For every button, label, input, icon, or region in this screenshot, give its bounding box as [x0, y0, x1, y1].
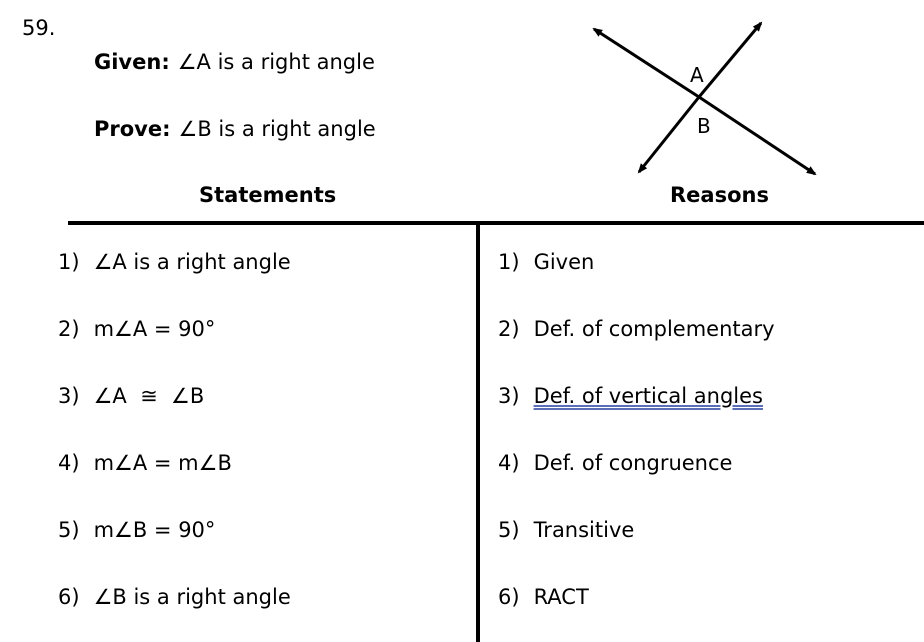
prove-statement: [94, 117, 376, 141]
step-number: 4): [498, 451, 520, 475]
step-number: 5): [58, 518, 80, 542]
step-number: 3): [58, 384, 80, 408]
prove-label: Prove:: [94, 117, 171, 141]
angle-b-label: B: [697, 114, 711, 138]
line-two-extension: [639, 97, 699, 172]
table-vertical-divider: [476, 223, 480, 642]
reason-row: [498, 451, 732, 475]
step-number: 4): [58, 451, 80, 475]
problem-number: 59.: [22, 16, 56, 40]
intersecting-lines-diagram: [580, 15, 830, 185]
step-number: 2): [58, 317, 80, 341]
reason-text: Given: [533, 250, 595, 274]
statement-row: [58, 451, 232, 475]
step-number: 1): [498, 250, 520, 274]
statement-row: [58, 384, 204, 408]
reason-row: [498, 250, 594, 274]
angle-a-label: A: [690, 63, 704, 87]
statement-row: [58, 518, 215, 542]
reason-row: [498, 585, 589, 609]
step-number: 2): [498, 317, 520, 341]
statement-row: [58, 585, 291, 609]
reason-row: [498, 384, 763, 408]
reason-text: Transitive: [533, 518, 635, 542]
reason-text: RACT: [533, 585, 589, 609]
statement-text: m∠A = m∠B: [93, 451, 232, 475]
statement-text: m∠A = 90°: [93, 317, 216, 341]
given-statement: [94, 50, 375, 74]
statement-text: ∠A is a right angle: [93, 250, 291, 274]
reason-text: Def. of congruence: [533, 451, 733, 475]
statement-row: [58, 250, 291, 274]
given-label: Given:: [94, 50, 170, 74]
prove-text: ∠B is a right angle: [178, 117, 376, 141]
reason-row: [498, 317, 775, 341]
statement-text: m∠B = 90°: [93, 518, 216, 542]
reason-text: Def. of vertical angles: [533, 384, 763, 408]
line-two: [699, 23, 761, 97]
statement-text: ∠A ≅ ∠B: [93, 384, 205, 408]
step-number: 3): [498, 384, 520, 408]
step-number: 6): [58, 585, 80, 609]
statement-text: ∠B is a right angle: [93, 585, 291, 609]
given-text: ∠A is a right angle: [177, 50, 375, 74]
reason-text: Def. of complementary: [533, 317, 775, 341]
line-one-extension: [699, 97, 815, 174]
step-number: 6): [498, 585, 520, 609]
statement-row: [58, 317, 215, 341]
table-horizontal-divider: [68, 221, 924, 225]
reasons-header: Reasons: [670, 183, 769, 207]
step-number: 5): [498, 518, 520, 542]
reason-row: [498, 518, 634, 542]
line-one: [594, 29, 699, 97]
step-number: 1): [58, 250, 80, 274]
statements-header: Statements: [199, 183, 337, 207]
